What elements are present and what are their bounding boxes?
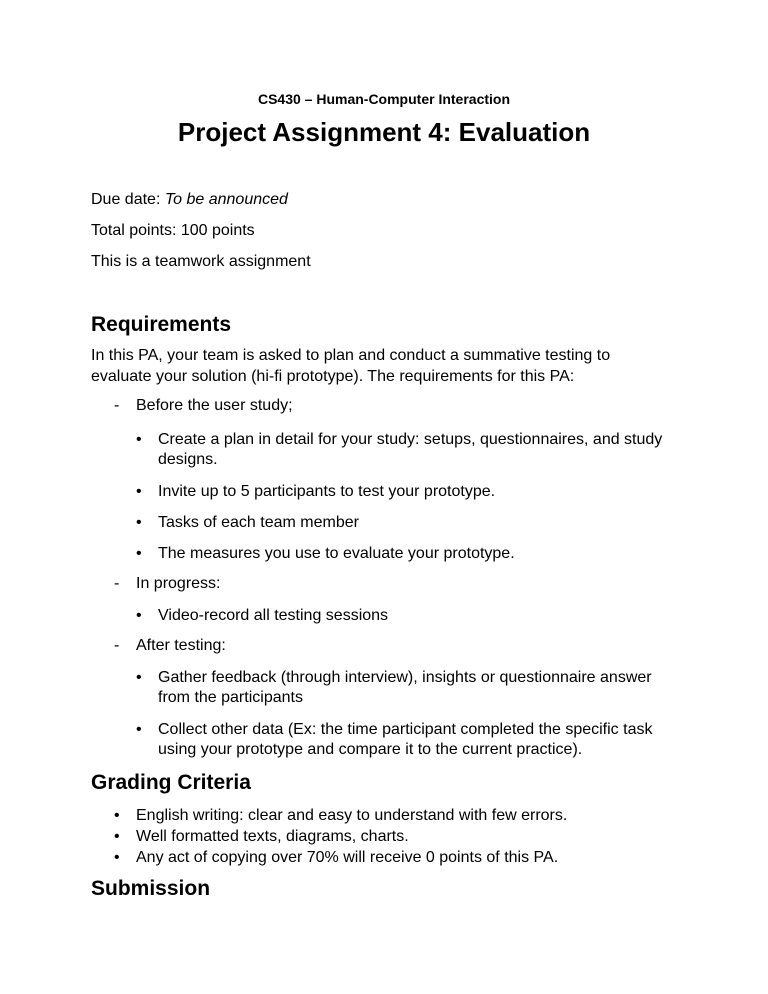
bullet-marker: • [136,514,142,531]
due-date-value: To be announced [164,191,288,208]
submission-heading: Submission [91,877,211,900]
bullet-marker: • [136,545,142,562]
list-item-text: The measures you use to evaluate your prototype. [158,545,515,562]
list-item-text: Tasks of each team member [158,514,359,531]
list-item-text: Collect other data (Ex: the time participant completed the specific task [158,721,653,738]
list-item-text-cont: using your prototype and compare it to the current practice). [158,741,583,758]
list-item-text-cont: from the participants [158,689,303,706]
progress-label: In progress: [136,575,221,592]
list-item-text-cont: designs. [158,451,218,468]
before-label: Before the user study; [136,397,293,414]
bullet-marker: • [114,828,120,845]
list-item-text: English writing: clear and easy to understand with few errors. [136,807,568,824]
list-item-text: Invite up to 5 participants to test your prototype. [158,483,496,500]
bullet-marker: • [136,607,142,624]
dash-marker: - [114,397,120,414]
bullet-marker: • [136,483,142,500]
bullet-marker: • [136,669,142,686]
bullet-marker: • [114,849,120,866]
list-item-text: Any act of copying over 70% will receive 0 points of this PA. [136,849,559,866]
list-item-after [114,637,226,655]
list-item-text: Create a plan in detail for your study: setups, questionnaires, and study [158,431,663,448]
bullet-marker: • [114,807,120,824]
bullet-marker: • [136,721,142,738]
teamwork-note: This is a teamwork assignment [91,253,311,270]
bullet-marker: • [136,431,142,448]
due-date-label: Due date: [91,191,165,208]
dash-marker: - [114,575,120,592]
due-date [91,191,288,209]
requirements-heading: Requirements [91,313,232,336]
course-name: CS430 – Human-Computer Interaction [257,91,511,107]
list-item-text: Gather feedback (through interview), insights or questionnaire answer [158,669,652,686]
list-item-text: Video-record all testing sessions [158,607,389,624]
after-label: After testing: [136,637,226,654]
dash-marker: - [114,637,120,654]
total-points: Total points: 100 points [91,222,255,239]
list-item-progress [114,575,220,593]
grading-heading: Grading Criteria [91,771,251,794]
list-item-before [114,397,293,415]
list-item-text: Well formatted texts, diagrams, charts. [136,828,409,845]
requirements-intro-line-2: evaluate your solution (hi-fi prototype). The requirements for this PA: [91,368,575,385]
page-title: Project Assignment 4: Evaluation [177,117,591,147]
requirements-intro-line-1: In this PA, your team is asked to plan and conduct a summative testing to [91,347,611,364]
